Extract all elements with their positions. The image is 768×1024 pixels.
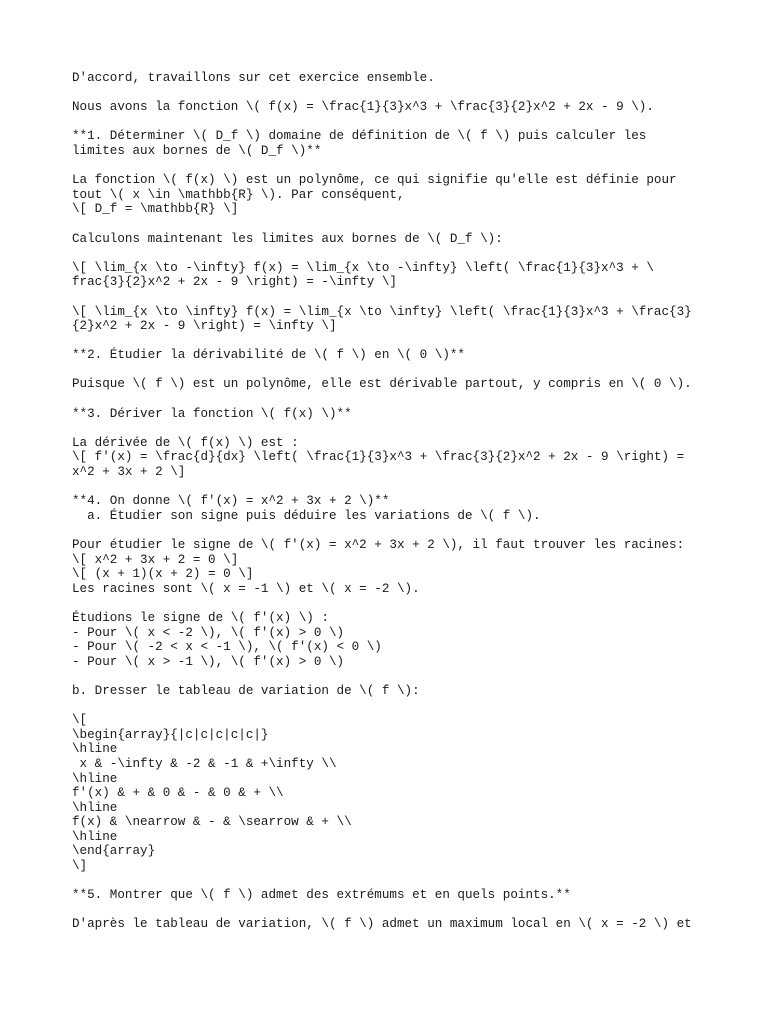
text-line: f(x) & \nearrow & - & \searrow & + \\ (72, 815, 352, 830)
text-line: \[ x^2 + 3x + 2 = 0 \] (72, 552, 239, 567)
text-paragraph (72, 684, 712, 699)
text-line: f'(x) & + & 0 & - & 0 & + \\ (72, 786, 284, 801)
text-line: b. Dresser le tableau de variation de \( f \): (72, 683, 420, 698)
text-line: \[ D_f = \mathbb{R} \] (72, 202, 239, 217)
text-line: Les racines sont \( x = -1 \) et \( x = -2 \). (72, 581, 420, 596)
text-line: **2. Étudier la dérivabilité de \( f \) en \( 0 \)** (72, 348, 465, 363)
text-paragraph (72, 100, 712, 115)
text-paragraph (72, 713, 712, 874)
text-paragraph (72, 407, 712, 422)
text-paragraph (72, 538, 712, 596)
text-paragraph (72, 305, 712, 334)
text-line: Étudions le signe de \( f'(x) \) : (72, 610, 329, 625)
text-line: a. Étudier son signe puis déduire les variations de \( f \). (72, 508, 541, 523)
text-paragraph (72, 494, 712, 523)
text-line: **3. Dériver la fonction \( f(x) \)** (72, 406, 352, 421)
text-line: D'accord, travaillons sur cet exercice ensemble. (72, 71, 435, 85)
text-line: \end{array} (72, 844, 156, 859)
text-paragraph (72, 377, 712, 392)
text-paragraph (72, 261, 712, 290)
text-paragraph (72, 71, 712, 86)
text-line: **5. Montrer que \( f \) admet des extrémums et en quels points.** (72, 888, 571, 903)
text-line: Calculons maintenant les limites aux bornes de \( D_f \): (72, 231, 503, 246)
document-page (72, 71, 712, 947)
text-paragraph (72, 129, 712, 158)
text-line: \[ (x + 1)(x + 2) = 0 \] (72, 567, 254, 582)
text-line: **4. On donne \( f'(x) = x^2 + 3x + 2 \)** (72, 494, 390, 509)
text-line: \[ \lim_{x \to -\infty} f(x) = \lim_{x \to -\infty} \left( \frac{1}{3}x^3 + \ (72, 260, 654, 275)
text-paragraph (72, 917, 712, 932)
text-paragraph (72, 436, 712, 480)
text-line: \hline (72, 829, 118, 844)
text-line: \hline (72, 771, 118, 786)
text-line: \[ f'(x) = \frac{d}{dx} \left( \frac{1}{3}x^3 + \frac{3}{2}x^2 + 2x - 9 \right) = (72, 450, 685, 465)
text-paragraph (72, 173, 712, 217)
text-line: frac{3}{2}x^2 + 2x - 9 \right) = -\infty \] (72, 275, 397, 290)
text-paragraph (72, 611, 712, 669)
text-line: x^2 + 3x + 2 \] (72, 465, 186, 480)
text-line: {2}x^2 + 2x - 9 \right) = \infty \] (72, 319, 337, 334)
text-paragraph (72, 348, 712, 363)
text-line: D'après le tableau de variation, \( f \) admet un maximum local en \( x = -2 \) et (72, 917, 692, 932)
text-line: Pour étudier le signe de \( f'(x) = x^2 + 3x + 2 \), il faut trouver les racines: (72, 538, 685, 552)
text-line: x & -\infty & -2 & -1 & +\infty \\ (72, 756, 337, 771)
text-line: limites aux bornes de \( D_f \)** (72, 143, 322, 158)
text-line: \] (72, 859, 88, 874)
text-paragraph (72, 232, 712, 247)
text-line: - Pour \( x > -1 \), \( f'(x) > 0 \) (72, 654, 345, 669)
text-line: Puisque \( f \) est un polynôme, elle est dérivable partout, y compris en \( 0 \). (72, 377, 692, 392)
text-line: \[ \lim_{x \to \infty} f(x) = \lim_{x \to \infty} \left( \frac{1}{3}x^3 + \frac{3} (72, 304, 692, 319)
text-line: - Pour \( x < -2 \), \( f'(x) > 0 \) (72, 625, 345, 640)
text-line: Nous avons la fonction \( f(x) = \frac{1}{3}x^3 + \frac{3}{2}x^2 + 2x - 9 \). (72, 100, 654, 115)
text-line: **1. Déterminer \( D_f \) domaine de définition de \( f \) puis calculer les (72, 129, 647, 144)
text-line: La fonction \( f(x) \) est un polynôme, ce qui signifie qu'elle est définie pour (72, 173, 677, 188)
text-line: \hline (72, 800, 118, 815)
text-line: - Pour \( -2 < x < -1 \), \( f'(x) < 0 \) (72, 640, 382, 655)
text-line: La dérivée de \( f(x) \) est : (72, 435, 299, 450)
text-paragraph (72, 888, 712, 903)
text-line: tout \( x \in \mathbb{R} \). Par conséquent, (72, 187, 405, 202)
text-line: \[ (72, 713, 88, 728)
text-line: \hline (72, 742, 118, 757)
text-line: \begin{array}{|c|c|c|c|c|} (72, 727, 269, 742)
